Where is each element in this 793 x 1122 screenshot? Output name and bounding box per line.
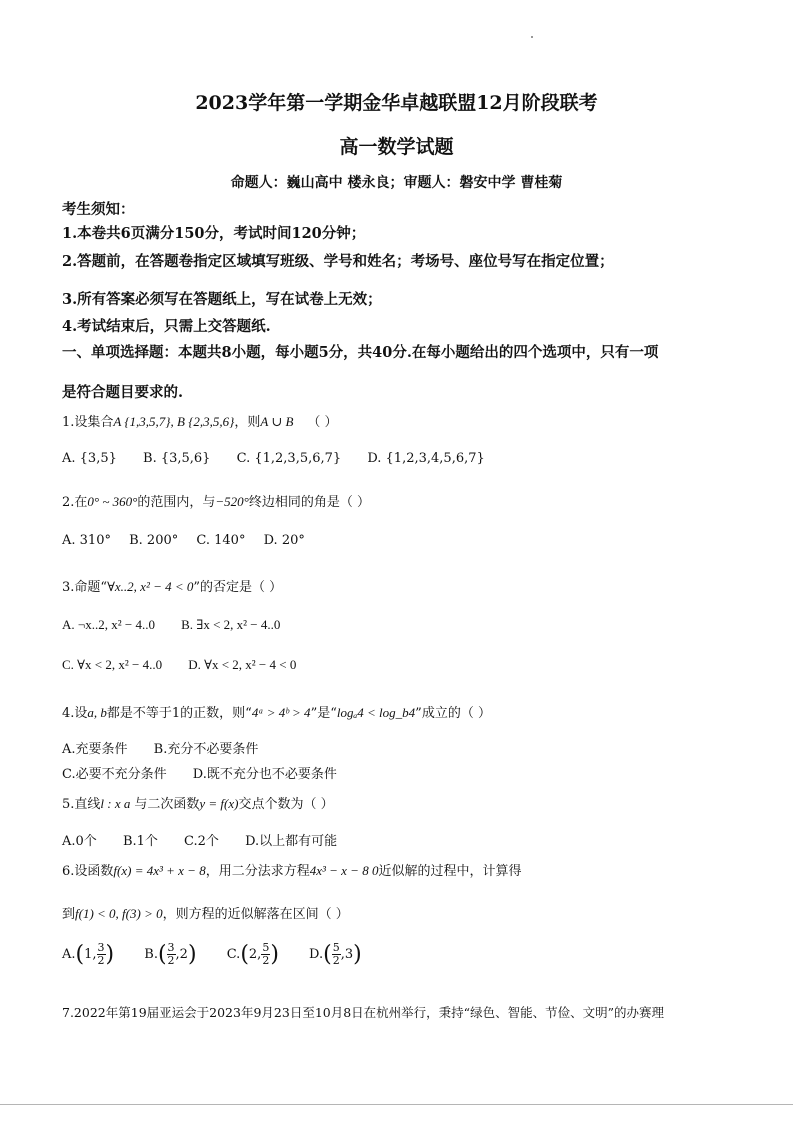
q5-option-a: A.0个 bbox=[62, 834, 97, 849]
notice-item-1: 1.本卷共6页满分150分，考试时间120分钟； bbox=[62, 225, 366, 242]
exam-subtitle: 高一数学试题 bbox=[339, 136, 454, 158]
q2-option-d: D. 20° bbox=[263, 533, 305, 548]
exam-authors: 命题人：巍山高中 楼永良；审题人：磐安中学 曹桂菊 bbox=[230, 175, 563, 191]
q5-option-b: B.1个 bbox=[122, 834, 158, 849]
question-6-stem-line2 bbox=[62, 903, 349, 922]
notice-item-3: 3.所有答案必须写在答题纸上，写在试卷上无效； bbox=[62, 291, 382, 308]
q3-option-b: B. ∃x < 2, x² − 4..0 bbox=[181, 617, 281, 632]
question-4-stem bbox=[62, 702, 491, 721]
q6-text-5: ，则方程的近似解落在区间（ ） bbox=[162, 907, 349, 922]
q4-text-4: ”成立的（ ） bbox=[415, 706, 491, 721]
question-7-stem: 7.2022年第19届亚运会于2023年9月23日至10月8日在杭州举行，秉持“绿色、智能、节俭、文明”的办赛理 bbox=[62, 1005, 664, 1020]
question-1-options bbox=[62, 451, 507, 466]
question-3-stem bbox=[62, 576, 282, 595]
q2-text-3: 终边相同的角是（ ） bbox=[248, 495, 370, 510]
q5-text-3: 交点个数为（ ） bbox=[238, 797, 334, 812]
question-2-options bbox=[62, 533, 327, 548]
q3-text: 3.命题“ bbox=[62, 580, 108, 595]
q6-text-3: 近似解的过程中，计算得 bbox=[378, 864, 522, 879]
q6-text: 6.设函数 bbox=[62, 864, 114, 879]
q3-option-a: A. ¬x..2, x² − 4..0 bbox=[62, 617, 155, 632]
q5-text: 5.直线 bbox=[62, 797, 101, 812]
q4-text-3: ”是“ bbox=[310, 706, 337, 721]
section-heading-line1: 一、单项选择题：本题共8小题，每小题5分，共40分.在每小题给出的四个选项中，只有一项 bbox=[62, 344, 659, 361]
q6-text-2: ，用二分法求方程 bbox=[205, 864, 310, 879]
question-4-options-row2 bbox=[62, 763, 359, 782]
question-5-stem bbox=[62, 793, 334, 812]
q3-option-d: D. ∀x < 2, x² − 4 < 0 bbox=[188, 657, 297, 672]
q6-option-b: B.( $\frac{3}{2}$ ,2) bbox=[144, 941, 197, 967]
q6-func-math: f(x) = 4x³ + x − 8 bbox=[113, 863, 206, 878]
question-6-stem bbox=[62, 860, 521, 879]
question-4-options-row1 bbox=[62, 738, 280, 757]
q3-option-c: C. ∀x < 2, x² − 4..0 bbox=[62, 657, 163, 672]
q5-option-c: C.2个 bbox=[184, 834, 219, 849]
q2-option-a: A. 310° bbox=[62, 533, 111, 548]
q5-func-math: y = f(x) bbox=[199, 796, 239, 811]
q6-values-math: f(1) < 0, f(3) > 0 bbox=[75, 906, 163, 921]
q6-equation-math: 4x³ − x − 8 0 bbox=[309, 863, 379, 878]
q4-text-2: 都是不等于1的正数，则“ bbox=[106, 706, 252, 721]
q1-option-d: D. {1,2,3,4,5,6,7} bbox=[367, 451, 485, 466]
q2-angle-math: −520° bbox=[215, 494, 249, 509]
q3-text-2: ”的否定是（ ） bbox=[193, 580, 283, 595]
q6-option-a: A.(1, $\frac{3}{2}$ ) bbox=[62, 941, 115, 967]
q4-log-math: logₐ4 < log_b4 bbox=[336, 705, 416, 720]
q2-text: 2.在 bbox=[62, 495, 88, 510]
question-3-options-row2 bbox=[62, 657, 318, 673]
q6-option-c: C.(2, $\frac{5}{2}$ ) bbox=[226, 941, 279, 967]
q5-option-d: D.以上都有可能 bbox=[245, 834, 338, 849]
notice-heading: 考生须知： bbox=[62, 201, 135, 218]
question-2-stem bbox=[62, 491, 370, 510]
q1-text: 1.设集合 bbox=[62, 415, 114, 430]
q4-option-a: A.充要条件 bbox=[62, 742, 128, 757]
q4-vars-math: a, b bbox=[87, 705, 107, 720]
q2-text-2: 的范围内，与 bbox=[137, 495, 216, 510]
q4-option-d: D.既不充分也不必要条件 bbox=[192, 767, 337, 782]
q2-option-c: C. 140° bbox=[196, 533, 246, 548]
question-3-options-row1 bbox=[62, 617, 302, 633]
q5-line-math: l : x a bbox=[100, 796, 131, 811]
q4-option-c: C.必要不充分条件 bbox=[62, 767, 167, 782]
question-5-options bbox=[62, 830, 359, 849]
question-1-stem bbox=[62, 411, 338, 430]
q2-range-math: 0° ~ 360° bbox=[87, 494, 138, 509]
section-heading-line2: 是符合题目要求的. bbox=[62, 384, 184, 401]
q4-text: 4.设 bbox=[62, 706, 88, 721]
q2-option-b: B. 200° bbox=[129, 533, 179, 548]
q1-option-c: C. {1,2,3,5,6,7} bbox=[236, 451, 342, 466]
q6-text-4: 到 bbox=[62, 907, 76, 922]
notice-item-2: 2.答题前，在答题卷指定区域填写班级、学号和姓名；考场号、座位号写在指定位置； bbox=[62, 253, 614, 270]
page-bottom-rule bbox=[0, 1104, 793, 1105]
q1-sets-math: A {1,3,5,7}, B {2,3,5,6} bbox=[113, 414, 235, 429]
exam-title: 2023学年第一学期金华卓越联盟12月阶段联考 bbox=[195, 92, 598, 114]
q1-text-2: ，则 bbox=[234, 415, 261, 430]
scan-dot bbox=[531, 36, 533, 38]
q4-exp-math: 4ᵃ > 4ᵇ > 4 bbox=[251, 705, 311, 720]
q1-option-a: A. {3,5} bbox=[62, 451, 117, 466]
q6-option-d: D.( $\frac{5}{2}$ ,3) bbox=[309, 941, 362, 967]
notice-item-4: 4.考试结束后，只需上交答题纸. bbox=[62, 318, 271, 335]
q1-union-math: A ∪ B bbox=[260, 414, 294, 429]
q1-option-b: B. {3,5,6} bbox=[143, 451, 211, 466]
q5-text-2: 与二次函数 bbox=[134, 797, 200, 812]
q3-proposition-math: ∀x..2, x² − 4 < 0 bbox=[107, 579, 194, 594]
q1-answer-blank: （ ） bbox=[307, 415, 338, 430]
q4-option-b: B.充分不必要条件 bbox=[153, 742, 259, 757]
question-6-options bbox=[62, 942, 384, 967]
